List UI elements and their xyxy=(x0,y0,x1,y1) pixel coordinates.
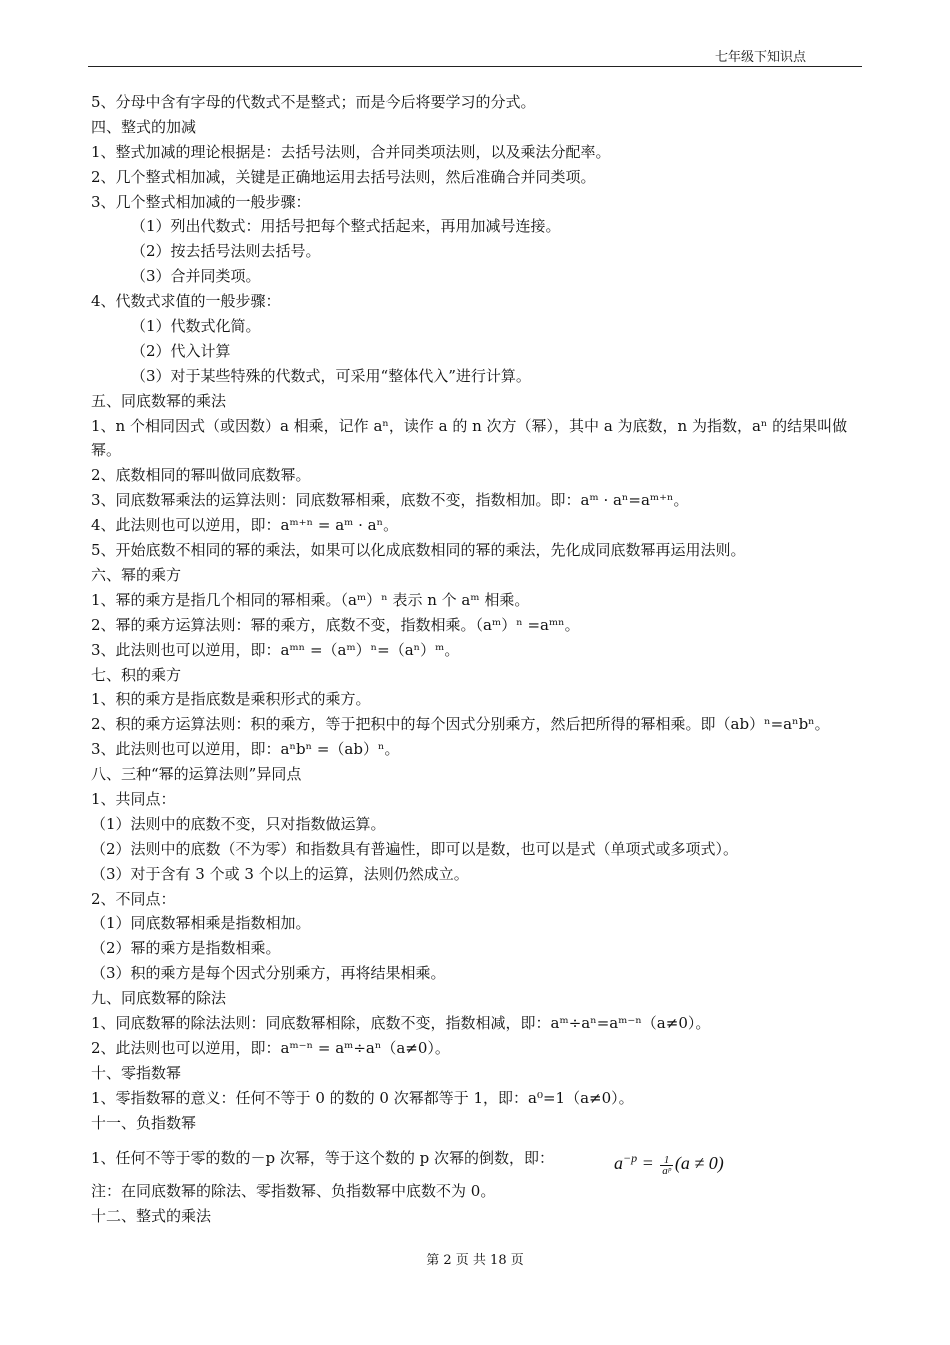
text-line: （3）积的乘方是每个因式分别乘方，再将结果相乘。 xyxy=(91,964,446,983)
text-line: （3）对于含有 3 个或 3 个以上的运算，法则仍然成立。 xyxy=(91,864,469,883)
text-line: 2、几个整式相加减，关键是正确地运用去括号法则，然后准确合并同类项。 xyxy=(91,167,596,186)
header-title: 七年级下知识点 xyxy=(714,50,806,65)
text-line: 1、幂的乘方是指几个相同的幂相乘。（aᵐ）ⁿ 表示 n 个 aᵐ 相乘。 xyxy=(91,590,530,609)
text-line: 1、零指数幂的意义：任何不等于 0 的数的 0 次幂都等于 1，即：a⁰=1（a≠0）。 xyxy=(91,1088,634,1107)
formula-base: a xyxy=(614,1153,623,1174)
formula-condition: (a ≠ 0) xyxy=(674,1153,724,1174)
text-line: 1、共同点： xyxy=(91,789,176,808)
formula-fraction xyxy=(660,1155,673,1176)
text-line: 3、此法则也可以逆用，即：aᵐⁿ =（aᵐ）ⁿ=（aⁿ）ᵐ。 xyxy=(91,640,460,659)
negative-exponent-line xyxy=(91,1141,866,1175)
formula-exponent: −p xyxy=(623,1151,638,1166)
text-line: 4、代数式求值的一般步骤： xyxy=(91,292,281,311)
section-heading: 十、零指数幂 xyxy=(91,1063,182,1082)
section-heading: 九、同底数幂的除法 xyxy=(91,989,227,1008)
text-line: 2、不同点： xyxy=(91,889,176,908)
text-line: （3）合并同类项。 xyxy=(131,267,261,286)
section-heading: 五、同底数幂的乘法 xyxy=(91,391,227,410)
section-heading: 八、三种“幂的运算法则”异同点 xyxy=(91,765,302,784)
page-header xyxy=(88,40,862,67)
section-heading: 四、整式的加减 xyxy=(91,117,197,136)
text-line: 5、开始底数不相同的幂的乘法，如果可以化成底数相同的幂的乘法，先化成同底数幂再运用法则。 xyxy=(91,541,746,560)
text-line: 1、n 个相同因式（或因数）a 相乘，记作 aⁿ，读作 a 的 n 次方（幂），其中 a 为底数，n 为指数，aⁿ 的结果叫做幂。 xyxy=(91,416,848,460)
text-line: （2）幂的乘方是指数相乘。 xyxy=(91,939,281,958)
text-line: 5、分母中含有字母的代数式不是整式；而是今后将要学习的分式。 xyxy=(91,93,536,111)
formula-numerator: 1 xyxy=(660,1155,673,1166)
text-line: （2）法则中的底数（不为零）和指数具有普遍性，即可以是数，也可以是式（单项式或多项式）。 xyxy=(91,839,739,858)
negative-exponent-text: 1、任何不等于零的数的－p 次幂，等于这个数的 p 次幂的倒数，即： xyxy=(91,1149,555,1168)
section-heading: 六、幂的乘方 xyxy=(91,565,182,584)
text-line: 1、同底数幂的除法法则：同底数幂相除，底数不变，指数相减，即：aᵐ÷aⁿ=aᵐ⁻ⁿ（a≠0）。 xyxy=(91,1013,711,1032)
text-line: 2、底数相同的幂叫做同底数幂。 xyxy=(91,466,311,485)
text-line: （2）代入计算 xyxy=(131,341,231,360)
note-line: 注：在同底数幂的除法、零指数幂、负指数幂中底数不为 0。 xyxy=(91,1182,496,1201)
formula-equals: = xyxy=(637,1153,659,1174)
text-line: 2、幂的乘方运算法则：幂的乘方，底数不变，指数相乘。（aᵐ）ⁿ =aᵐⁿ。 xyxy=(91,615,580,634)
text-line: （1）同底数幂相乘是指数相加。 xyxy=(91,914,311,933)
text-line: 1、整式加减的理论根据是：去括号法则，合并同类项法则，以及乘法分配率。 xyxy=(91,142,611,161)
text-line: 1、积的乘方是指底数是乘积形式的乘方。 xyxy=(91,690,371,709)
text-line: 3、几个整式相加减的一般步骤： xyxy=(91,192,311,211)
formula-denominator: aᵖ xyxy=(662,1164,671,1177)
text-line: （2）按去括号法则去括号。 xyxy=(131,242,321,261)
section-heading: 十二、整式的乘法 xyxy=(91,1207,212,1226)
text-line: 4、此法则也可以逆用，即：aᵐ⁺ⁿ = aᵐ · aⁿ。 xyxy=(91,516,399,535)
section-heading: 七、积的乘方 xyxy=(91,665,182,684)
document-body xyxy=(91,90,866,1229)
negative-exponent-formula xyxy=(614,1141,724,1180)
text-line: 3、同底数幂乘法的运算法则：同底数幂相乘，底数不变，指数相加。即：aᵐ · aⁿ=aᵐ⁺ⁿ。 xyxy=(91,491,689,510)
text-line: 2、此法则也可以逆用，即：aᵐ⁻ⁿ = aᵐ÷aⁿ（a≠0）。 xyxy=(91,1038,450,1057)
text-line: （1）法则中的底数不变，只对指数做运算。 xyxy=(91,814,386,833)
page-footer: 第 2 页 共 18 页 xyxy=(426,1253,524,1268)
text-line: 2、积的乘方运算法则：积的乘方，等于把积中的每个因式分别乘方，然后把所得的幂相乘。即（ab）ⁿ=aⁿbⁿ。 xyxy=(91,715,830,734)
text-line: （1）代数式化简。 xyxy=(131,317,261,336)
text-line: （1）列出代数式：用括号把每个整式括起来，再用加减号连接。 xyxy=(131,217,561,236)
text-line: （3）对于某些特殊的代数式，可采用“整体代入”进行计算。 xyxy=(131,366,531,385)
text-line: 3、此法则也可以逆用，即：aⁿbⁿ =（ab）ⁿ。 xyxy=(91,740,400,759)
section-heading: 十一、负指数幂 xyxy=(91,1113,197,1132)
